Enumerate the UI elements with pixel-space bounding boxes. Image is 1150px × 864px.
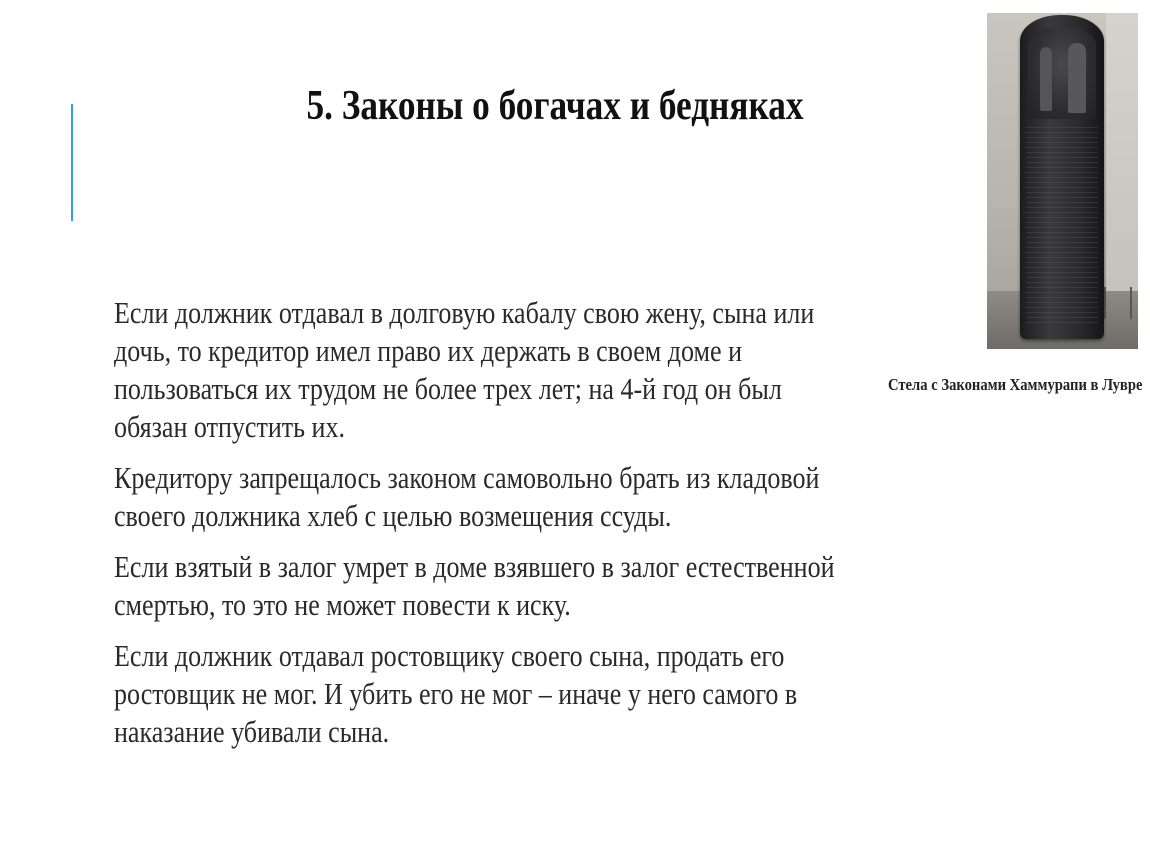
slide-body: [114, 294, 845, 764]
paragraph-pledge-death: Если взятый в залог умрет в доме взявшего в залог естественной смертью, то это не может повести к иску.: [114, 549, 835, 622]
paragraph-granary: Кредитору запрещалось законом самовольно брать из кладовой своего должника хлеб с целью возмещения ссуды.: [114, 460, 820, 533]
hammurabi-stele-photo: [987, 13, 1138, 349]
paragraph-usurer-son: Если должник отдавал ростовщику своего сына, продать его ростовщик не мог. И убить его не мог – иначе у него самого в наказание убивали сына.: [114, 638, 798, 749]
accent-line: [71, 104, 73, 221]
slide-title: 5. Законы о богачах и бедняках: [306, 83, 804, 129]
stele-shape: [1020, 15, 1104, 339]
image-caption: Стела с Законами Хаммурапи в Лувре: [888, 375, 1143, 394]
paragraph-debt-bondage: Если должник отдавал в долговую кабалу свою жену, сына или дочь, то кредитор имел право их держать в своем доме и пользоваться их трудом не более трех лет; на 4-й год он был обязан отпустить их.: [114, 295, 815, 444]
